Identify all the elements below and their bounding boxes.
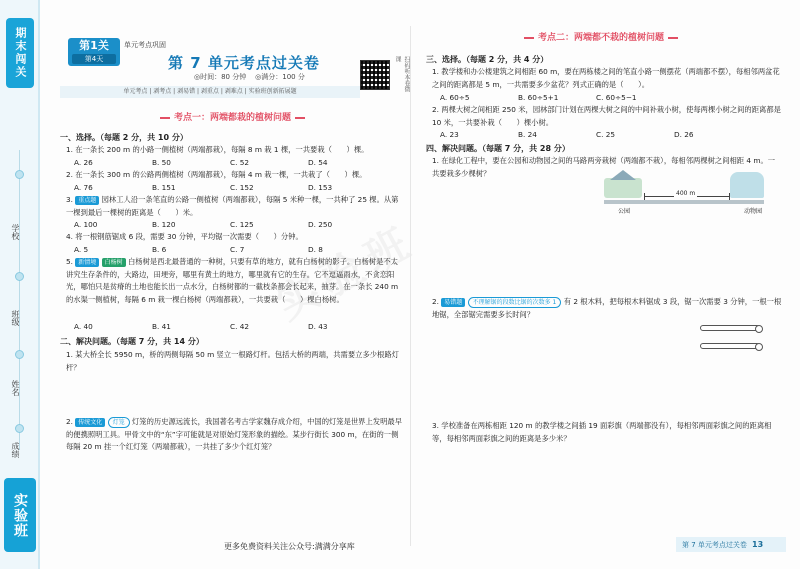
option[interactable]: C. 125: [230, 220, 254, 229]
field-class-label: 班级: [11, 310, 20, 326]
option[interactable]: A. 23: [440, 130, 459, 139]
day-badge: [68, 38, 120, 66]
question-3-number: 3.: [66, 195, 73, 204]
column-divider: [410, 26, 411, 546]
key-point-badge: 重点题: [75, 196, 99, 205]
option[interactable]: A. 40: [74, 322, 93, 331]
question-3-options: [74, 220, 386, 229]
part4-title: 四、解决问题。（每题 7 分，共 28 分）: [426, 144, 570, 153]
question-4: 4. 将一根钢筋锯成 6 段，需要 30 分钟，平均锯一次需要（ ）分钟。: [66, 232, 303, 241]
right-question-2-options: [440, 130, 752, 139]
side-dot: [15, 350, 24, 359]
option[interactable]: B. 120: [152, 220, 176, 229]
side-line: [19, 150, 20, 450]
unit-subtitle: 单元考点巩固: [124, 41, 166, 49]
park-label: 公园: [618, 208, 631, 215]
question-5: [66, 256, 404, 306]
zoo-label: 动物园: [743, 208, 762, 215]
option[interactable]: B. 6: [152, 245, 167, 254]
problem-1: 1. 某大桥全长 5950 m，桥的两侧每隔 50 m 竖立一根路灯杆。包括大桥的两端，共需要立多少根路灯杆？: [66, 350, 399, 372]
field-name-label: 姓名: [11, 380, 20, 396]
field-score-label: 成绩: [11, 442, 20, 458]
solve-2-number: 2.: [432, 297, 439, 306]
option[interactable]: D. 54: [308, 158, 328, 167]
option[interactable]: D. 250: [308, 220, 333, 229]
option[interactable]: A. 100: [74, 220, 98, 229]
question-2-options: [74, 183, 386, 192]
question-3: [66, 194, 401, 219]
solve-3: 3. 学校准备在两栋相距 120 m 的教学楼之间插 19 面彩旗（两端都没有），每相邻两面彩旗之间的距离相等，每相邻两面彩旗之间的距离是多少米？: [432, 421, 772, 443]
option[interactable]: B. 24: [518, 130, 537, 139]
right-question-2: 2. 两棵大树之间相距 250 米，园林部门计划在两棵大树之间的中间补栽小树，使每两棵小树之间的距离都是 10 米，一共要补栽（ ）棵小树。: [432, 105, 781, 127]
side-dot: [15, 170, 24, 179]
option[interactable]: C. 25: [596, 130, 616, 139]
option[interactable]: A. 76: [74, 183, 93, 192]
option[interactable]: C. 42: [230, 322, 250, 331]
option[interactable]: B. 60÷5+1: [518, 93, 559, 102]
exam-time: ◎时间：80 分钟: [194, 73, 247, 81]
lantern-badge: 灯笼: [108, 417, 130, 428]
part2-title: 二、解决问题。（每题 7 分，共 14 分）: [60, 337, 204, 346]
option[interactable]: C. 7: [230, 245, 245, 254]
qr-label: 扫码听本卷微课: [394, 56, 410, 92]
park-icon: [604, 178, 642, 198]
section-tag-right: 考点二：两端都不栽的植树问题: [524, 30, 678, 46]
solve-2-text: 有 2 根木料，把每根木料锯成 3 段，锯一次需要 3 分钟，一根一根地锯，全部锯完需要多长时间？: [432, 297, 782, 319]
right-question-1: 1. 教学楼和办公楼建筑之间相距 60 m，要在两栋楼之间的笔直小路一侧摆花（两端都不摆），每相邻两盆花之间的距离都是 5 m，一共需要多少盆花？列式正确的是（ ）。: [432, 67, 780, 89]
brand-bottom-logo: 实验班: [4, 478, 36, 552]
side-dot: [15, 424, 24, 433]
footer-box: [676, 537, 786, 552]
problem-2-text: 灯笼的历史源远流长，我国著名考古学家魏存成介绍，中国的灯笼是世界上发明最早的便携照明工具。甲骨文中的“东”字可能就是对原始灯笼形象的描绘。某步行街长 300 m，在街的一侧每隔 20 m 挂一个红灯笼（两端都栽），一共挂了多少个红灯笼？: [66, 417, 402, 451]
road: [604, 200, 764, 204]
question-5-number: 5.: [66, 257, 73, 266]
day-label: 第1关: [79, 39, 109, 52]
hint-badge: 不理解锯的段数比锯的次数多 1: [468, 297, 562, 308]
problem-2: [66, 416, 404, 454]
page-title: 第 7 单元考点过关卷: [168, 54, 320, 72]
new-context-badge: 新情境: [75, 258, 99, 267]
page-number: 13: [752, 540, 764, 549]
option[interactable]: B. 50: [152, 158, 171, 167]
option[interactable]: D. 153: [308, 183, 333, 192]
option[interactable]: D. 43: [308, 322, 328, 331]
option[interactable]: A. 60÷5: [440, 93, 470, 102]
zoo-icon: [730, 172, 764, 198]
option[interactable]: C. 60÷5−1: [596, 93, 637, 102]
solve-1: 1. 在绿化工程中，要在公园和动物园之间的马路两旁栽树（两端都不栽），每相邻两棵树之间相距 4 m。一共要栽多少棵树？: [432, 156, 776, 178]
day-sub: 第4天: [72, 54, 116, 64]
section-tag-left: 考点一：两端都栽的植树问题: [160, 110, 305, 126]
option[interactable]: B. 41: [152, 322, 171, 331]
question-5-options: [74, 322, 386, 331]
error-prone-badge: 易错题: [441, 298, 465, 307]
footer-title: 第 7 单元考点过关卷: [682, 541, 747, 549]
question-5-text: 白杨树是西北最普通的一种树，只要有草的地方，就有白杨树的影子。白杨树是不太讲究生存条件的，大路边，田埂旁，哪里有黄土的地方，哪里就有它的生存。它不逗逼雨水，不贪恋阳光，哪怕只是贫瘠的土地也能长出一点水分，白杨树都的一截枝条都会长起来，抽芽。在一条长 240 m 的水渠一侧植树，每隔 6 m 栽一棵白杨树（两端都栽），一共要栽（ ）棵白杨树。: [66, 257, 399, 304]
part1-title: 一、选择。（每题 2 分，共 10 分）: [60, 133, 188, 142]
problem-2-number: 2.: [66, 417, 73, 426]
poplar-badge: 白杨树: [102, 258, 126, 267]
exam-score: ◎满分：100 分: [255, 73, 305, 81]
question-4-options: [74, 245, 386, 254]
wood-log-icon: [700, 325, 760, 331]
option[interactable]: C. 52: [230, 158, 250, 167]
option[interactable]: B. 151: [152, 183, 176, 192]
brand-top-logo: 期末闯关: [6, 18, 34, 88]
option[interactable]: C. 152: [230, 183, 254, 192]
wood-log-icon: [700, 343, 760, 349]
question-1: 1. 在一条长 200 m 的小路一侧植树（两端都栽），每隔 8 m 栽 1 棵，一共要栽（ ）棵。: [66, 145, 369, 154]
exam-meta: [194, 72, 305, 82]
question-1-options: [74, 158, 386, 167]
tradition-badge: 传统文化: [75, 418, 105, 427]
distance-label: 400 m: [676, 190, 696, 197]
park-zoo-illustration: [604, 178, 764, 220]
question-2: 2. 在一条长 300 m 的公路两侧植树（两端都栽），每隔 4 m 栽一棵，一共栽了（ ）棵。: [66, 170, 367, 179]
qr-code[interactable]: [360, 60, 390, 90]
question-3-text: 园林工人沿一条笔直的公路一侧植树（两端都栽），每隔 5 米种一棵，一共种了 25 棵。从第一棵到最后一棵树的距离是（ ）米。: [66, 195, 399, 217]
side-dot: [15, 272, 24, 281]
solve-2: [432, 296, 786, 321]
right-question-1-options: [440, 93, 674, 102]
option[interactable]: D. 8: [308, 245, 323, 254]
option[interactable]: A. 26: [74, 158, 93, 167]
field-school-label: 学校: [11, 224, 20, 240]
option[interactable]: A. 5: [74, 245, 89, 254]
footer-promo: 更多免费资料关注公众号:满满分享库: [224, 542, 355, 551]
meta-bar: 单元考点 | 剥考点 | 剥易错 | 剥重点 | 剥难点 | 实验班创新拓展题: [60, 86, 360, 98]
part3-title: 三、选择。（每题 2 分，共 4 分）: [426, 55, 549, 64]
option[interactable]: D. 26: [674, 130, 694, 139]
